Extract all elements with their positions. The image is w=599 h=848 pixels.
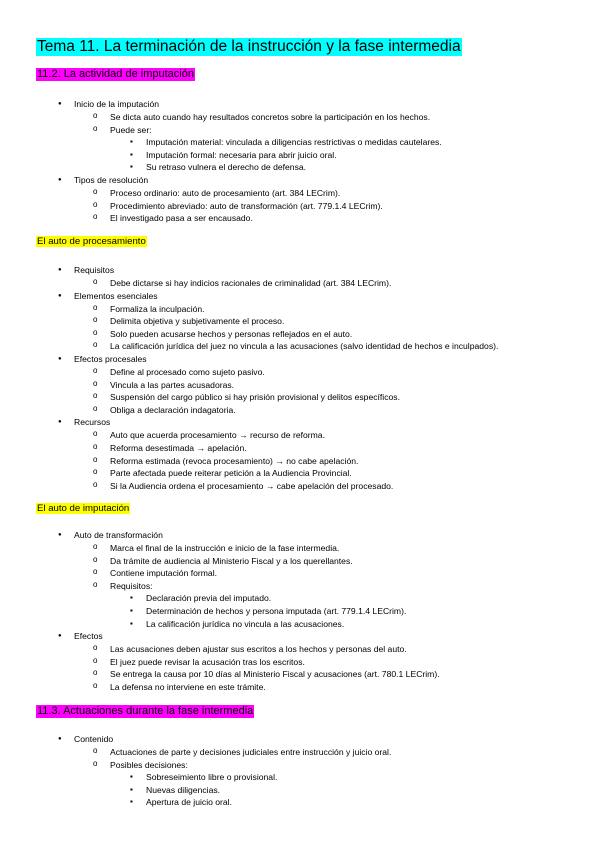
nested-list-item [0, 605, 599, 618]
page-title [36, 38, 462, 56]
sub-list-item-text: Posibles decisiones: [110, 759, 188, 770]
list-item-label: ● Requisitos [74, 265, 115, 275]
sub-list-item [0, 759, 599, 772]
section-list-auto-procesamiento [0, 264, 599, 492]
section-heading-11-3: 11.3. Actuaciones durante la fase intermedia [37, 705, 254, 717]
sub-list-item-text: Solo pueden acusarse hechos y personas reflejados en el auto. [110, 328, 353, 339]
list-item [0, 630, 599, 643]
sub-list-item [0, 442, 599, 455]
section-heading-auto-procesamiento: El auto de procesamiento [37, 236, 146, 247]
sub-list-item [0, 555, 599, 568]
nested-list-item-text: La calificación jurídica no vincula a las acusaciones. [146, 618, 345, 629]
nested-list-item [0, 771, 599, 784]
sub-list-item-text: La defensa no interviene en este trámite. [110, 681, 266, 692]
nested-list-item [0, 149, 599, 162]
list-item-label: ● Tipos de resolución [74, 174, 149, 185]
sub-list-item [0, 580, 599, 593]
sub-list-item-text: Obliga a declaración indagatoria. [110, 404, 236, 415]
sub-list-item-text: Define al procesado como sujeto pasivo. [110, 366, 265, 377]
sub-list-item-text: Requisitos: [110, 580, 153, 591]
sub-list-item [0, 379, 599, 392]
list-item-label: ● Inicio de la imputación [74, 99, 160, 109]
section-heading-auto-imputacion: El auto de imputación [37, 503, 130, 514]
nested-list-item [0, 161, 599, 174]
nested-list-item-text: Apertura de juicio oral. [146, 797, 232, 808]
sub-list-item [0, 643, 599, 656]
list-item [0, 353, 599, 366]
sub-list-item-text: Si la Audiencia ordena el procesamiento → cabe apelación del procesado. [110, 480, 394, 491]
list-item-label: ● Elementos esenciales [74, 290, 158, 301]
nested-list-item [0, 784, 599, 797]
list-item-label: ● Efectos [74, 631, 103, 642]
list-item-label: ● Recursos [74, 417, 111, 428]
nested-list-item-text: Determinación de hechos y persona imputada (art. 779.1.4 LECrim). [146, 605, 407, 616]
list-item [0, 529, 599, 542]
bullet-list [0, 529, 599, 694]
sub-list-item [0, 455, 599, 468]
list-item [0, 174, 599, 187]
sub-list-item [0, 340, 599, 353]
sub-list-item [0, 480, 599, 493]
section-list-11-3 [0, 733, 599, 809]
sub-list-item-text: Debe dictarse si hay indicios racionales de criminalidad (art. 384 LECrim). [110, 278, 392, 288]
bullet-list [0, 733, 599, 809]
nested-list-item [0, 618, 599, 631]
sub-list-item-text: El investigado pasa a ser encausado. [110, 213, 253, 224]
list-item-label: ● Contenido [74, 734, 114, 744]
sub-list-item [0, 212, 599, 225]
list-item [0, 733, 599, 746]
sub-list-item [0, 111, 599, 124]
sub-list-item [0, 391, 599, 404]
list-item [0, 290, 599, 303]
sub-list-item [0, 187, 599, 200]
nested-list-item [0, 592, 599, 605]
section-heading-11-2: 11.2. La actividad de imputación [37, 68, 194, 80]
sub-list-item-text: Reforma desestimada → apelación. [110, 442, 247, 453]
nested-list-item-text: Imputación formal: necesaria para abrir juicio oral. [146, 149, 337, 160]
sub-list-item-text: Marca el final de la instrucción e inicio de la fase intermedia. [110, 543, 340, 553]
sub-list-item [0, 668, 599, 681]
sub-list-item-text: Procedimiento abreviado: auto de transformación (art. 779.1.4 LECrim). [110, 200, 383, 211]
sub-list-item [0, 303, 599, 316]
sub-list-item-text: Las acusaciones deben ajustar sus escritos a los hechos y personas del auto. [110, 644, 407, 655]
sub-list-item-text: Suspensión del cargo público si hay prisión provisional y delitos específicos. [110, 392, 400, 403]
sub-list-item [0, 467, 599, 480]
sub-list-item [0, 366, 599, 379]
sub-list-item-text: Reforma estimada (revoca procesamiento) → no cabe apelación. [110, 455, 359, 466]
sub-list-item [0, 681, 599, 694]
sub-list-item-text: La calificación jurídica del juez no vincula a las acusaciones (salvo identidad de hechos e inculpados). [110, 341, 499, 352]
sub-list-item [0, 656, 599, 669]
bullet-list [0, 98, 599, 225]
sub-list-item [0, 567, 599, 580]
nested-list-item-text: Sobreseimiento libre o provisional. [146, 772, 278, 783]
sub-list-item [0, 404, 599, 417]
section-list-11-2 [0, 98, 599, 225]
sub-list-item-text: Parte afectada puede reiterar petición a la Audiencia Provincial. [110, 468, 352, 479]
sub-list-item-text: Proceso ordinario: auto de procesamiento (art. 384 LECrim). [110, 187, 341, 198]
nested-list-item-text: Imputación material: vinculada a diligencias restrictivas o medidas cautelares. [146, 137, 442, 148]
sub-list-item [0, 200, 599, 213]
sub-list-item-text: El juez puede revisar la acusación tras los escritos. [110, 656, 305, 667]
sub-list-item [0, 277, 599, 290]
bullet-list [0, 264, 599, 492]
sub-list-item-text: Se entrega la causa por 10 días al Ministerio Fiscal y acusaciones (art. 780.1 LECrim). [110, 669, 440, 680]
sub-list-item-text: Auto que acuerda procesamiento → recurso de reforma. [110, 430, 325, 441]
sub-list-item-text: Vincula a las partes acusadoras. [110, 379, 235, 390]
sub-list-item [0, 429, 599, 442]
sub-list-item [0, 542, 599, 555]
sub-list-item [0, 328, 599, 341]
nested-list-item [0, 796, 599, 809]
sub-list-item-text: Delimita objetiva y subjetivamente el proceso. [110, 316, 285, 327]
sub-list-item [0, 746, 599, 759]
list-item [0, 264, 599, 277]
list-item [0, 98, 599, 111]
sub-list-item-text: Puede ser: [110, 124, 152, 135]
page-title-text: Tema 11. La terminación de la instrucción y la fase intermedia [37, 38, 461, 55]
sub-list-item-text: Da trámite de audiencia al Ministerio Fiscal y a los querellantes. [110, 555, 353, 566]
list-item [0, 416, 599, 429]
list-item-label: ● Auto de transformación [74, 530, 163, 540]
sub-list-item [0, 315, 599, 328]
nested-list-item-text: Nuevas diligencias. [146, 784, 221, 795]
sub-list-item-text: Contiene imputación formal. [110, 568, 217, 579]
sub-list-item [0, 124, 599, 137]
list-item-label: ● Efectos procesales [74, 353, 147, 364]
sub-list-item-text: Formaliza la inculpación. [110, 303, 205, 314]
sub-list-item-text: Actuaciones de parte y decisiones judiciales entre instrucción y juicio oral. [110, 747, 392, 757]
nested-list-item-text: Declaración previa del imputado. [146, 593, 272, 604]
sub-list-item-text: Se dicta auto cuando hay resultados concretos sobre la participación en los hechos. [110, 112, 431, 122]
nested-list-item [0, 136, 599, 149]
nested-list-item-text: Su retraso vulnera el derecho de defensa. [146, 162, 307, 173]
section-list-auto-imputacion [0, 529, 599, 694]
